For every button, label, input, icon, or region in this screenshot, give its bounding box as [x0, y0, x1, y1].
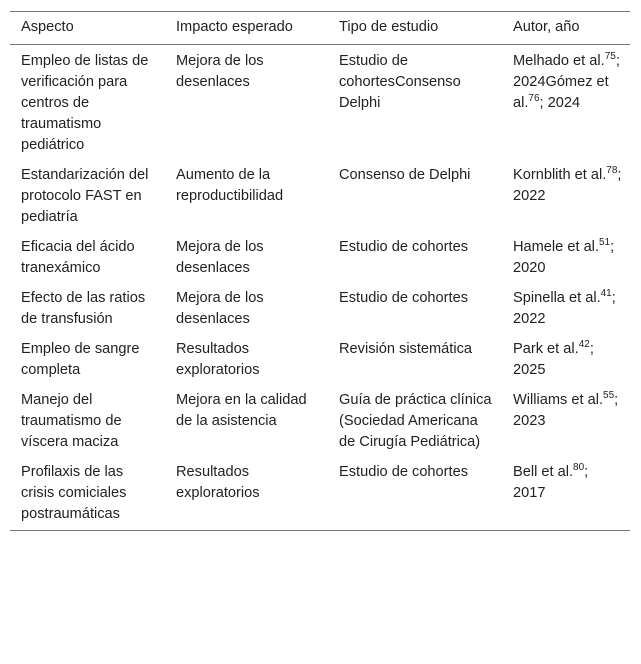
cell-autor-ano [502, 282, 630, 333]
cell-tipo-de-estudio: Estudio de cohortes [328, 456, 502, 531]
cell-autor-ano [502, 231, 630, 282]
reference-number: 51 [598, 237, 611, 248]
author-text: Park et al. [513, 341, 579, 357]
table-row [10, 231, 630, 282]
header-impacto-esperado: Impacto esperado [165, 12, 328, 45]
author-text: ; 2024Gómez et al. [513, 53, 620, 111]
cell-aspecto: Empleo de listas de verificación para centros de traumatismo pediátrico [21, 53, 149, 153]
table-row [10, 333, 630, 384]
cell-impacto-esperado: Mejora de los desenlaces [176, 290, 264, 327]
author-text: Melhado et al. [513, 53, 605, 69]
author-text: ; 2025 [513, 341, 594, 378]
cell-tipo-de-estudio: Consenso de Delphi [339, 167, 471, 183]
reference-number: 80 [573, 462, 585, 473]
cell-aspecto: Profilaxis de las crisis comiciales postraumáticas [10, 456, 165, 531]
author-text: ; 2024 [539, 95, 581, 111]
reference-number: 42 [578, 339, 590, 350]
cell-autor-ano [502, 456, 630, 531]
header-autor-ano: Autor, año [502, 12, 630, 45]
cell-tipo-de-estudio: Revisión sistemática [339, 341, 473, 357]
table-body [10, 45, 630, 531]
cell-tipo-de-estudio: Guía de práctica clínica (Sociedad Americana de Cirugía Pediátrica) [339, 392, 492, 450]
table-row [10, 159, 630, 231]
author-text: Hamele et al. [513, 239, 599, 255]
cell-aspecto: Manejo del traumatismo de víscera maciza [21, 392, 122, 450]
cell-aspecto: Efecto de las ratios de transfusión [21, 290, 146, 327]
author-text: ; 2022 [513, 290, 616, 327]
cell-tipo-de-estudio: Estudio de cohortesConsenso Delphi [339, 53, 461, 111]
author-text: Bell et al. [513, 464, 574, 480]
cell-autor-ano [502, 384, 630, 456]
author-text: ; 2022 [513, 167, 622, 204]
cell-aspecto: Eficacia del ácido tranexámico [21, 239, 135, 276]
cell-impacto-esperado: Resultados exploratorios [165, 456, 328, 531]
table-row [10, 282, 630, 333]
cell-impacto-esperado: Mejora de los desenlaces [176, 239, 264, 276]
reference-number: 78 [606, 165, 618, 176]
reference-number: 41 [600, 288, 612, 299]
author-text: Kornblith et al. [513, 167, 607, 183]
table-row [10, 45, 630, 160]
cell-tipo-de-estudio: Estudio de cohortes [339, 239, 468, 255]
cell-aspecto: Empleo de sangre completa [21, 341, 140, 378]
cell-autor-ano [502, 45, 630, 160]
header-aspecto: Aspecto [10, 12, 165, 45]
evidence-table [10, 11, 630, 531]
author-text: ; 2017 [513, 464, 589, 501]
author-text: Spinella et al. [513, 290, 601, 306]
cell-impacto-esperado: Mejora de los desenlaces [176, 53, 264, 90]
cell-autor-ano [502, 333, 630, 384]
reference-number: 55 [603, 390, 615, 401]
header-tipo-de-estudio: Tipo de estudio [328, 12, 502, 45]
author-text: ; 2020 [513, 239, 615, 276]
cell-impacto-esperado: Resultados exploratorios [176, 341, 260, 378]
cell-autor-ano [502, 159, 630, 231]
table-row [10, 384, 630, 456]
evidence-table-container [10, 11, 630, 531]
reference-number: 76 [528, 93, 540, 104]
cell-impacto-esperado: Aumento de la reproductibilidad [176, 167, 284, 204]
author-text: Williams et al. [513, 392, 604, 408]
table-header [10, 12, 630, 45]
cell-tipo-de-estudio: Estudio de cohortes [339, 290, 468, 306]
table-row [10, 456, 630, 531]
author-text: ; 2023 [513, 392, 619, 429]
cell-aspecto: Estandarización del protocolo FAST en pediatría [21, 167, 149, 225]
header-row [10, 12, 630, 45]
reference-number: 75 [604, 51, 616, 62]
cell-impacto-esperado: Mejora en la calidad de la asistencia [176, 392, 307, 429]
